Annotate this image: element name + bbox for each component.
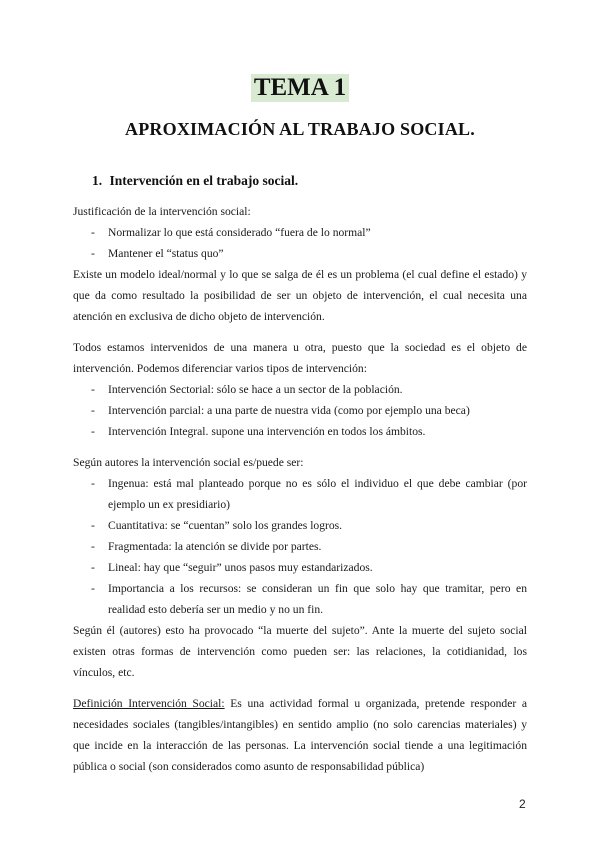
section-title: Intervención en el trabajo social. (109, 173, 299, 188)
paragraph-death-of-subject: Según él (autores) esto ha provocado “la muerte del sujeto”. Ante la muerte del sujeto social existen otras formas de intervención como pueden ser: las relaciones, la cotidianidad, los vínculos, etc. (73, 624, 527, 679)
list-item: - Intervención Integral. supone una intervención en todos los ámbitos. (73, 421, 527, 442)
definition-text: Es una actividad formal u organizada, pretende responder a necesidades sociales (tangibles/intangibles) en sentido amplio (no solo carencias materiales) y que incide en la interacción de las personas. La intervención social tiende a una legitimación pública o social (son considerados como asunto de responsabilidad pública) (73, 697, 527, 773)
page-number: 2 (519, 797, 526, 811)
authors-list (73, 473, 527, 620)
list-item: - Intervención parcial: a una parte de nuestra vida (como por ejemplo una beca) (73, 400, 527, 421)
list-item: - Normalizar lo que está considerado “fuera de lo normal” (73, 222, 527, 243)
list-item: - Ingenua: está mal planteado porque no es sólo el individuo el que debe cambiar (por ejemplo un ex presidiario) (73, 473, 527, 515)
list-item: - Fragmentada: la atención se divide por partes. (73, 536, 527, 557)
paragraph-ideal-model: Existe un modelo ideal/normal y lo que se salga de él es un problema (el cual define el estado) y que da como resultado la posibilidad de ser un objeto de intervención, el cual necesita una atención en exclusiva de dicho objeto de intervención. (73, 268, 527, 323)
section-heading (92, 173, 298, 189)
list-item: - Importancia a los recursos: se consideran un fin que solo hay que tramitar, pero en realidad esto debería ser un medio y no un fin. (73, 578, 527, 620)
title-container (0, 74, 600, 102)
justification-list (73, 222, 527, 264)
justification-intro: Justificación de la intervención social: (73, 205, 251, 218)
definition-paragraph (73, 693, 527, 777)
definition-label: Definición Intervención Social: (73, 697, 225, 710)
paragraph-intervention-types: Todos estamos intervenidos de una manera u otra, puesto que la sociedad es el objeto de intervención. Podemos diferenciar varios tipos de intervención: (73, 341, 527, 375)
list-item: - Intervención Sectorial: sólo se hace a un sector de la población. (73, 379, 527, 400)
page-subtitle: APROXIMACIÓN AL TRABAJO SOCIAL. (125, 119, 475, 139)
list-item: - Cuantitativa: se “cuentan” solo los grandes logros. (73, 515, 527, 536)
body-content (73, 201, 527, 777)
list-item: - Mantener el “status quo” (73, 243, 527, 264)
page-title: TEMA 1 (251, 74, 349, 102)
list-item: - Lineal: hay que “seguir” unos pasos muy estandarizados. (73, 557, 527, 578)
authors-intro: Según autores la intervención social es/puede ser: (73, 456, 304, 469)
intervention-types-list (73, 379, 527, 442)
section-number: 1. (92, 173, 103, 188)
